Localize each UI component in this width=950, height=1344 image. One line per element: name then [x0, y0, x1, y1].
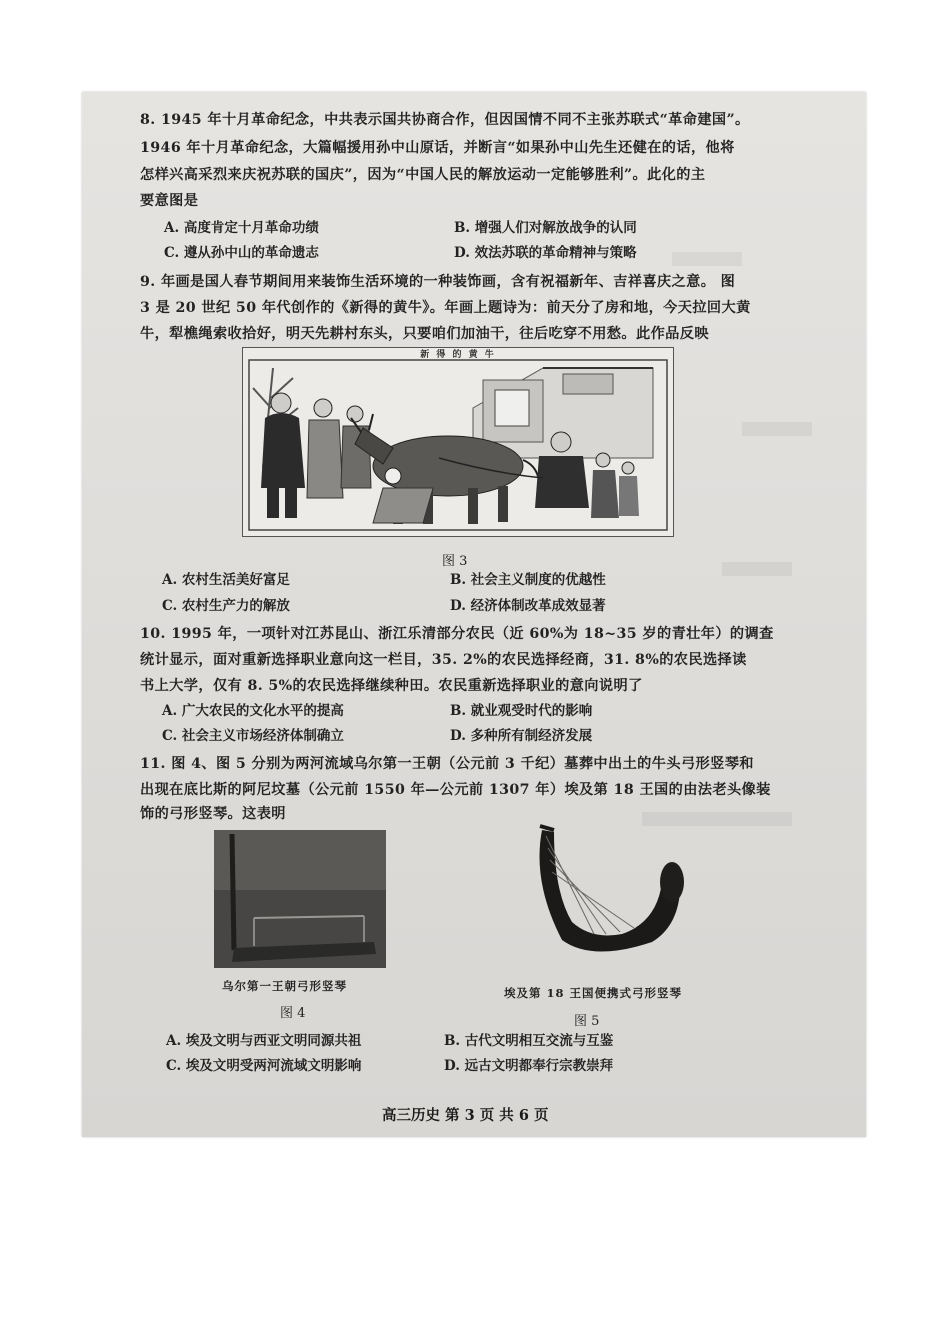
q11-option-a[interactable]: A. 埃及文明与西亚文明同源共祖: [166, 1033, 362, 1049]
bleed-through-mark: [672, 252, 742, 266]
figure-4-label: 乌尔第一王朝弓形竖琴: [222, 979, 347, 993]
q9-stem-line-2: 3 是 20 世纪 50 年代创作的《新得的黄牛》。年画上题诗为：前天分了房和地，今天拉回大黄: [140, 300, 751, 316]
q9-option-d[interactable]: D. 经济体制改革成效显著: [450, 598, 606, 614]
q8-option-c[interactable]: C. 遵从孙中山的革命遗志: [164, 245, 319, 261]
q8-stem-line-1: 8. 1945 年十月革命纪念，中共表示国共协商合作，但因国情不同不主张苏联式“革命建国”。: [140, 112, 750, 128]
painting-illustration: [243, 348, 673, 536]
q10-option-d[interactable]: D. 多种所有制经济发展: [450, 728, 593, 744]
q9-stem-line-3: 牛，犁樵绳索收拾好，明天先耕村东头，只要咱们加油干，往后吃穿不用愁。此作品反映: [140, 326, 709, 342]
q9-option-c[interactable]: C. 农村生产力的解放: [162, 598, 290, 614]
bleed-through-mark: [742, 422, 812, 436]
q11-stem-line-2: 出现在底比斯的阿尼坟墓（公元前 1550 年—公元前 1307 年）埃及第 18 王国的由法老头像装: [140, 782, 771, 798]
q11-option-b[interactable]: B. 古代文明相互交流与互鉴: [444, 1033, 614, 1049]
q10-option-b[interactable]: B. 就业观受时代的影响: [450, 703, 593, 719]
q11-stem-line-3: 饰的弓形竖琴。这表明: [140, 806, 286, 822]
exam-page: [82, 92, 866, 1137]
figure-5-label: 埃及第 18 王国便携式弓形竖琴: [504, 986, 683, 1000]
q10-stem-line-1: 10. 1995 年，一项针对江苏昆山、浙江乐清部分农民（近 60%为 18~35 岁的青壮年）的调查: [140, 626, 774, 642]
q11-option-d[interactable]: D. 远古文明都奉行宗教崇拜: [444, 1058, 614, 1074]
figure-3-new-year-painting: [242, 347, 674, 537]
q10-option-c[interactable]: C. 社会主义市场经济体制确立: [162, 728, 344, 744]
q8-option-a[interactable]: A. 高度肯定十月革命功绩: [164, 220, 319, 236]
q8-stem-line-3: 怎样兴高采烈来庆祝苏联的国庆”，因为“中国人民的解放运动一定能够胜利”。此化的主: [140, 167, 706, 183]
q8-option-b[interactable]: B. 增强人们对解放战争的认同: [454, 220, 637, 236]
q11-option-c[interactable]: C. 埃及文明受两河流域文明影响: [166, 1058, 362, 1074]
ur-harp-illustration: [214, 830, 386, 968]
bleed-through-mark: [722, 562, 792, 576]
q10-option-a[interactable]: A. 广大农民的文化水平的提高: [162, 703, 344, 719]
egypt-harp-illustration: [502, 822, 702, 974]
figure-3-caption: 图 3: [442, 554, 468, 569]
q8-option-d[interactable]: D. 效法苏联的革命精神与策略: [454, 245, 637, 261]
page-footer: 高三历史 第 3 页 共 6 页: [382, 1107, 549, 1124]
q11-stem-line-1: 11. 图 4、图 5 分别为两河流域乌尔第一王朝（公元前 3 千纪）墓葬中出土的牛头弓形竖琴和: [140, 756, 754, 772]
q9-option-b[interactable]: B. 社会主义制度的优越性: [450, 572, 606, 588]
q10-stem-line-3: 书上大学，仅有 8. 5%的农民选择继续种田。农民重新选择职业的意向说明了: [140, 678, 643, 694]
q9-stem-line-1: 9. 年画是国人春节期间用来装饰生活环境的一种装饰画，含有祝福新年、吉祥喜庆之意。 图: [140, 274, 736, 290]
q10-stem-line-2: 统计显示，面对重新选择职业意向这一栏目，35. 2%的农民选择经商，31. 8%的农民选择读: [140, 652, 747, 668]
figure-4-caption: 图 4: [280, 1006, 306, 1021]
figure-4-ur-harp-photo: [214, 830, 386, 968]
figure-5-egypt-harp-photo: [502, 822, 702, 974]
painting-title: 新 得 的 黄 牛: [420, 350, 496, 360]
q8-stem-line-4: 要意图是: [140, 193, 199, 209]
q8-stem-line-2: 1946 年十月革命纪念，大篇幅援用孙中山原话，并断言“如果孙中山先生还健在的话，他将: [140, 140, 735, 156]
figure-5-caption: 图 5: [574, 1014, 600, 1029]
q9-option-a[interactable]: A. 农村生活美好富足: [162, 572, 290, 588]
